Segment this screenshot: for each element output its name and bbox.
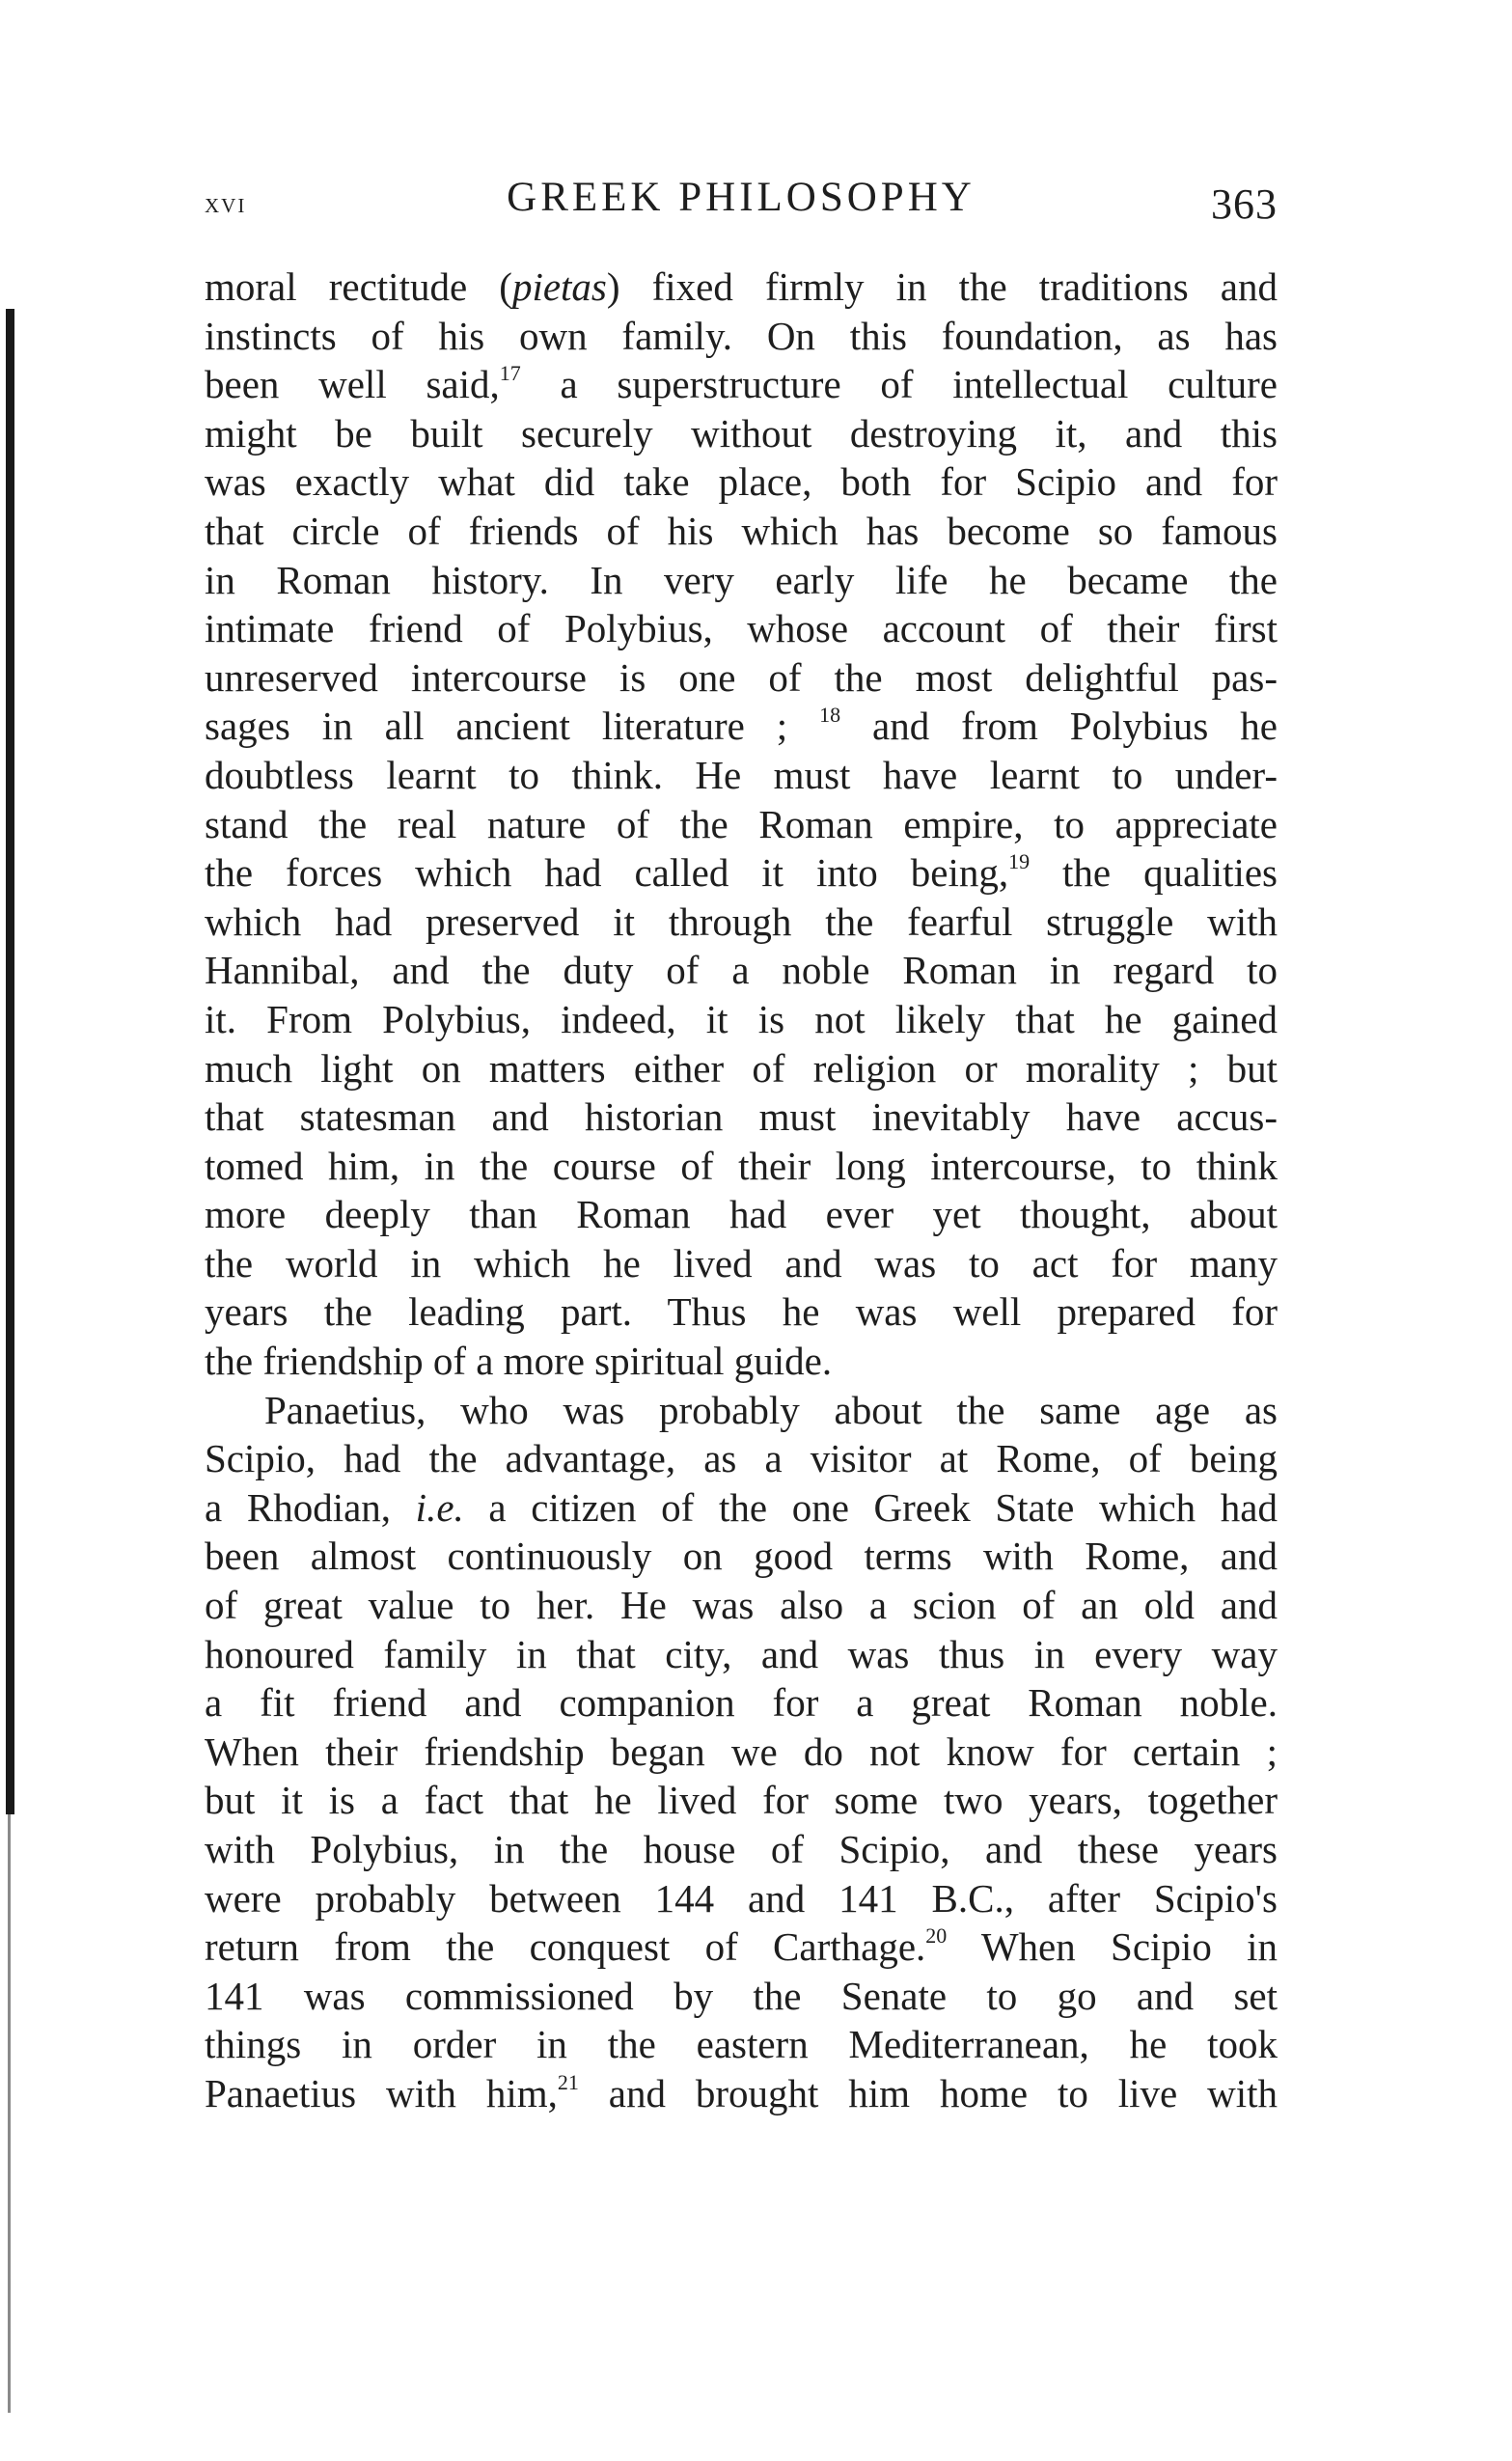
text-run: of great value to her. He was also a scion of an old and — [205, 1583, 1278, 1628]
text-run: been well said, — [205, 362, 500, 407]
text-line — [205, 409, 1278, 458]
text-line — [205, 848, 1278, 898]
text-run: ) fixed firmly in the traditions and — [606, 264, 1278, 309]
text-line — [205, 1287, 1278, 1337]
text-run: more deeply than Roman had ever yet thought, about — [205, 1192, 1278, 1237]
text-run: moral rectitude ( — [205, 264, 512, 309]
text-line — [205, 1972, 1278, 2021]
binding-edge-shadow — [6, 309, 14, 1814]
text-line — [205, 312, 1278, 361]
text-line — [205, 1337, 1278, 1386]
text-line — [205, 1678, 1278, 1728]
text-run: and from Polybius he — [840, 704, 1278, 749]
text-run: When Scipio in — [947, 1924, 1278, 1970]
text-line — [205, 1922, 1278, 1972]
text-run: Panaetius, who was probably about the same age as — [264, 1387, 1278, 1432]
text-run: the forces which had called it into being, — [205, 850, 1009, 896]
small-caps-text: B.C. — [931, 1875, 1004, 1921]
text-run: When their friendship began we do not know for certain ; — [205, 1728, 1278, 1774]
text-line — [205, 1581, 1278, 1630]
text-run: years the leading part. Thus he was well prepared for — [205, 1289, 1278, 1335]
text-run: a citizen of the one Greek State which had — [463, 1484, 1278, 1530]
text-run: a fit friend and companion for a great Roman noble. — [205, 1680, 1278, 1726]
text-run: stand the real nature of the Roman empire, to appreciate — [205, 801, 1278, 846]
text-line — [205, 457, 1278, 507]
text-run: that statesman and historian must inevitably have accus- — [205, 1094, 1278, 1140]
text-run: intimate friend of Polybius, whose account of their first — [205, 606, 1278, 651]
text-run: 141 was commissioned by the Senate to go and set — [205, 1973, 1278, 2018]
text-run: Scipio, had the advantage, as a visitor at Rome, of being — [205, 1436, 1278, 1481]
text-run: tomed him, in the course of their long intercourse, to think — [205, 1143, 1278, 1188]
text-line — [205, 1386, 1278, 1435]
text-line — [205, 1434, 1278, 1483]
text-line — [205, 751, 1278, 800]
running-head — [205, 174, 1278, 232]
footnote-marker: 17 — [499, 361, 521, 386]
text-line — [205, 1874, 1278, 1923]
footnote-marker: 21 — [557, 2069, 579, 2094]
page-number: 363 — [1211, 180, 1278, 228]
text-run: might be built securely without destroying it, and this — [205, 410, 1278, 456]
text-line — [205, 2020, 1278, 2069]
text-line — [205, 800, 1278, 849]
text-run: the qualities — [1030, 850, 1278, 896]
footnote-marker: 19 — [1008, 849, 1031, 874]
text-line — [205, 1092, 1278, 1142]
text-line — [205, 1776, 1278, 1825]
text-line — [205, 898, 1278, 947]
text-line — [205, 1239, 1278, 1288]
text-run: which had preserved it through the fearful struggle with — [205, 899, 1278, 944]
text-line — [205, 2069, 1278, 2118]
body-text — [205, 263, 1278, 2118]
text-run: but it is a fact that he lived for some two years, together — [205, 1778, 1278, 1823]
text-run: Hannibal, and the duty of a noble Roman in regard to — [205, 948, 1278, 993]
text-line — [205, 1142, 1278, 1191]
text-line — [205, 507, 1278, 556]
text-line — [205, 702, 1278, 751]
text-line — [205, 360, 1278, 409]
text-line — [205, 1825, 1278, 1874]
text-line — [205, 1728, 1278, 1777]
italic-text: pietas — [511, 264, 607, 309]
text-run: was exactly what did take place, both for Scipio and for — [205, 459, 1278, 505]
text-run: doubtless learnt to think. He must have learnt to under- — [205, 752, 1278, 797]
text-run: and brought him home to live with — [578, 2070, 1278, 2115]
text-line — [205, 1532, 1278, 1581]
italic-text: i.e. — [415, 1484, 464, 1530]
footnote-marker: 18 — [819, 703, 841, 728]
text-run: a Rhodian, — [205, 1484, 416, 1530]
text-run: honoured family in that city, and was thus in every way — [205, 1631, 1278, 1676]
footnote-marker: 20 — [925, 1923, 948, 1949]
text-run: return from the conquest of Carthage. — [205, 1924, 926, 1970]
text-run: the friendship of a more spiritual guide. — [205, 1339, 833, 1384]
text-run: been almost continuously on good terms with Rome, and — [205, 1534, 1278, 1579]
binding-edge-shadow-lower — [8, 1814, 11, 2413]
text-run: that circle of friends of his which has become so famous — [205, 508, 1278, 553]
text-run: sages in all ancient literature ; — [205, 704, 820, 749]
text-line — [205, 1483, 1278, 1533]
text-line — [205, 946, 1278, 995]
text-run: much light on matters either of religion or morality ; but — [205, 1045, 1278, 1091]
text-run: in Roman history. In very early life he became the — [205, 557, 1278, 602]
text-run: with Polybius, in the house of Scipio, and these years — [205, 1827, 1278, 1871]
text-line — [205, 1044, 1278, 1093]
text-line — [205, 263, 1278, 312]
text-run: the world in which he lived and was to act for many — [205, 1240, 1278, 1286]
text-line — [205, 1190, 1278, 1239]
text-run: unreserved intercourse is one of the most delightful pas- — [205, 654, 1278, 700]
text-run: things in order in the eastern Mediterranean, he took — [205, 2022, 1278, 2067]
text-run: a superstructure of intellectual culture — [520, 362, 1278, 407]
text-line — [205, 653, 1278, 703]
text-line — [205, 995, 1278, 1044]
text-line — [205, 1630, 1278, 1679]
text-run: it. From Polybius, indeed, it is not likely that he gained — [205, 996, 1278, 1041]
text-run: , after Scipio's — [1003, 1875, 1278, 1921]
running-title: GREEK PHILOSOPHY — [507, 175, 976, 220]
text-line — [205, 604, 1278, 653]
text-line — [205, 556, 1278, 605]
text-run: instincts of his own family. On this foundation, as has — [205, 313, 1278, 358]
chapter-number: xvi — [205, 187, 247, 219]
text-run: were probably between 144 and 141 — [205, 1875, 932, 1921]
text-run: Panaetius with him, — [205, 2070, 558, 2115]
